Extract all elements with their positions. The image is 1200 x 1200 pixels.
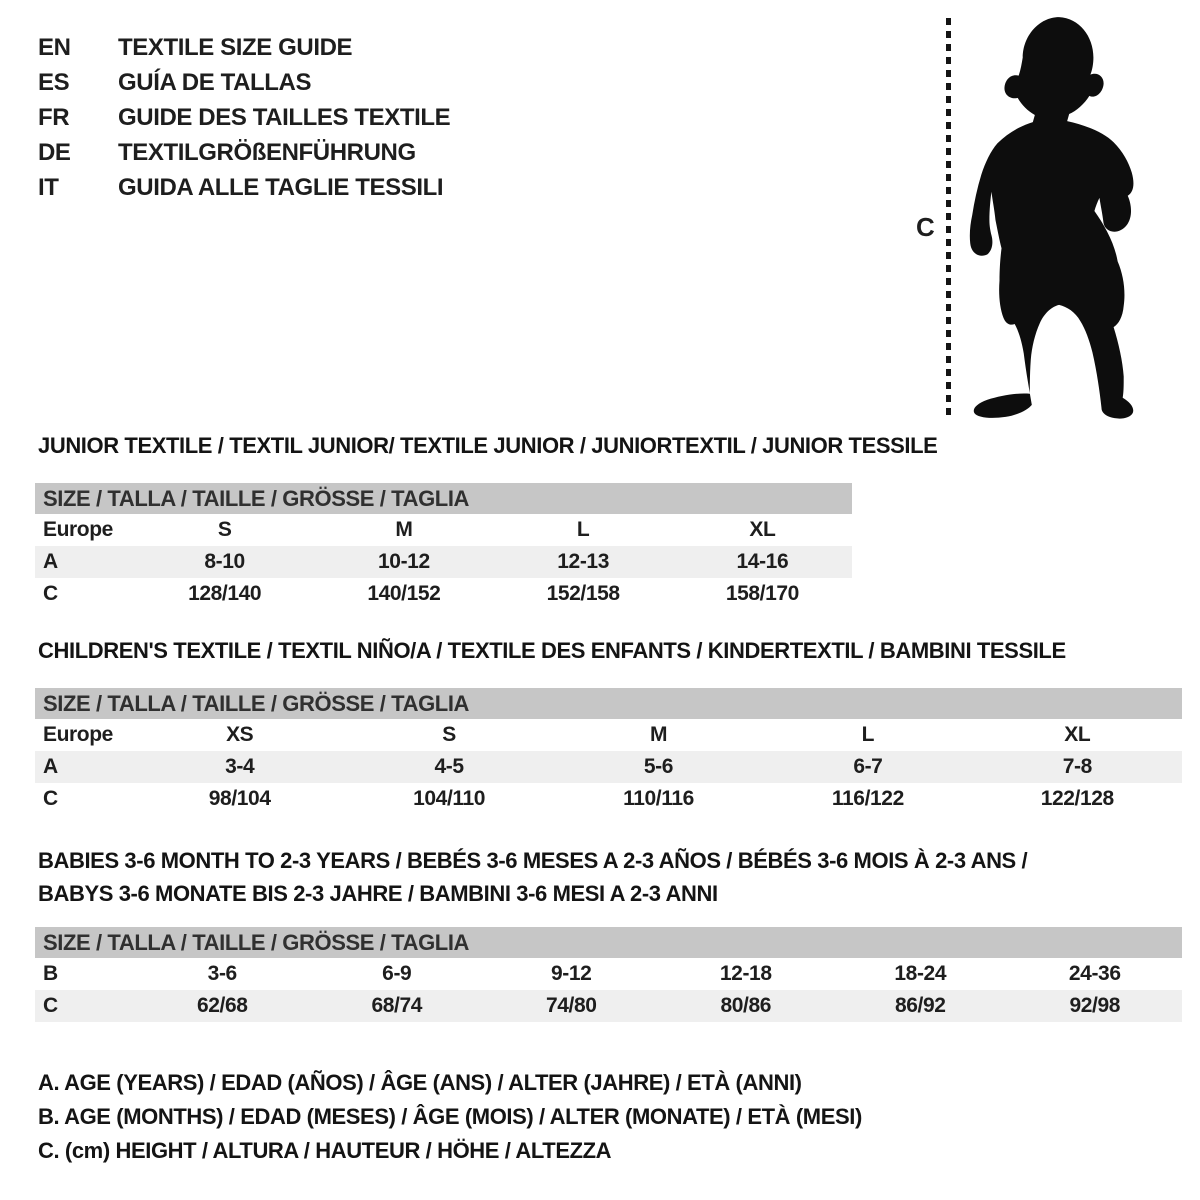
months-cell: 12-18 [719,962,772,985]
children-size-table [35,688,1182,815]
age-cell: 7-8 [1062,755,1092,778]
height-cell: 116/122 [831,787,904,810]
height-cell: 110/116 [623,787,694,810]
age-cell: 4-5 [434,755,464,778]
children-section-title: CHILDREN'S TEXTILE / TEXTIL NIÑO/A / TEXTILE DES ENFANTS / KINDERTEXTIL / BAMBINI TESSILE [38,638,1066,663]
language-row-es [38,65,450,100]
babies-section-title-line2: BABYS 3-6 MONATE BIS 2-3 JAHRE / BAMBINI 3-6 MESI A 2-3 ANNI [38,881,718,906]
babies-size-header-bar: SIZE / TALLA / TAILLE / GRÖSSE / TAGLIA [35,927,1182,958]
height-cell: 158/170 [725,582,799,605]
age-cell: 12-13 [557,550,609,573]
language-list [38,30,450,205]
row-label: Europe [43,518,113,541]
height-measure-label: C [916,212,935,242]
age-cell: 14-16 [736,550,789,573]
table-row [35,751,1182,783]
language-row-de [38,135,450,170]
language-row-en [38,30,450,65]
language-title: TEXTILE SIZE GUIDE [118,33,353,61]
months-cell: 6-9 [382,962,412,985]
table-row [35,990,1182,1022]
row-label: C [43,994,58,1017]
height-cell: 92/98 [1069,994,1121,1017]
size-cell: XS [226,723,254,746]
months-cell: 3-6 [207,962,237,985]
height-cell: 86/92 [894,994,946,1017]
size-cell: L [861,723,875,746]
height-cell: 80/86 [720,994,772,1017]
language-row-it [38,170,450,205]
babies-size-table [35,927,1182,1022]
height-cell: 68/74 [371,994,423,1017]
babies-section-title-line1: BABIES 3-6 MONTH TO 2-3 YEARS / BEBÉS 3-6 MESES A 2-3 AÑOS / BÉBÉS 3-6 MOIS À 2-3 ANS / [38,848,1028,873]
months-cell: 18-24 [894,962,947,985]
language-title: GUIDE DES TAILLES TEXTILE [118,103,451,131]
table-row [35,514,852,546]
language-row-fr [38,100,450,135]
note-c: C. (cm) HEIGHT / ALTURA / HAUTEUR / HÖHE / ALTEZZA [38,1138,612,1163]
language-code: IT [38,173,59,201]
height-cell: 74/80 [545,994,597,1017]
language-code: DE [38,138,71,166]
table-row [35,958,1182,990]
row-label: Europe [43,723,113,746]
size-cell: S [442,723,456,746]
size-cell: XL [1064,723,1091,746]
size-cell: L [576,518,590,541]
height-cell: 104/110 [413,787,486,810]
language-title: GUÍA DE TALLAS [118,68,312,96]
language-code: FR [38,103,70,131]
age-cell: 8-10 [204,550,245,573]
height-cell: 128/140 [188,582,262,605]
size-cell: M [395,518,413,541]
junior-size-table [35,483,852,610]
language-title: GUIDA ALLE TAGLIE TESSILI [118,173,444,201]
table-row [35,719,1182,751]
height-cell: 140/152 [367,582,441,605]
legend-notes [38,1066,862,1168]
table-row [35,546,852,578]
junior-size-header-bar: SIZE / TALLA / TAILLE / GRÖSSE / TAGLIA [35,483,852,514]
height-cell: 122/128 [1040,787,1114,810]
age-cell: 10-12 [378,550,430,573]
height-cell: 152/158 [546,582,620,605]
toddler-silhouette [962,10,1140,424]
children-size-header-bar: SIZE / TALLA / TAILLE / GRÖSSE / TAGLIA [35,688,1182,719]
row-label: A [43,550,58,573]
months-cell: 24-36 [1068,962,1121,985]
junior-section-title: JUNIOR TEXTILE / TEXTIL JUNIOR/ TEXTILE JUNIOR / JUNIORTEXTIL / JUNIOR TESSILE [38,433,938,458]
height-measure-dashed-line [946,18,951,416]
age-cell: 3-4 [225,755,255,778]
note-a: A. AGE (YEARS) / EDAD (AÑOS) / ÂGE (ANS) / ALTER (JAHRE) / ETÀ (ANNI) [38,1070,802,1095]
months-cell: 9-12 [551,962,592,985]
height-cell: 98/104 [208,787,271,810]
row-label: B [43,962,58,985]
row-label: C [43,787,58,810]
size-cell: M [649,723,668,746]
table-row [35,783,1182,815]
age-cell: 6-7 [853,755,883,778]
row-label: C [43,582,58,605]
language-code: EN [38,33,71,61]
size-cell: XL [749,518,776,541]
size-cell: S [217,518,232,541]
note-b: B. AGE (MONTHS) / EDAD (MESES) / ÂGE (MOIS) / ALTER (MONATE) / ETÀ (MESI) [38,1104,862,1129]
row-label: A [43,755,58,778]
height-cell: 62/68 [196,994,248,1017]
age-cell: 5-6 [643,755,674,778]
table-row [35,578,852,610]
language-title: TEXTILGRÖßENFÜHRUNG [118,138,416,166]
language-code: ES [38,68,70,96]
